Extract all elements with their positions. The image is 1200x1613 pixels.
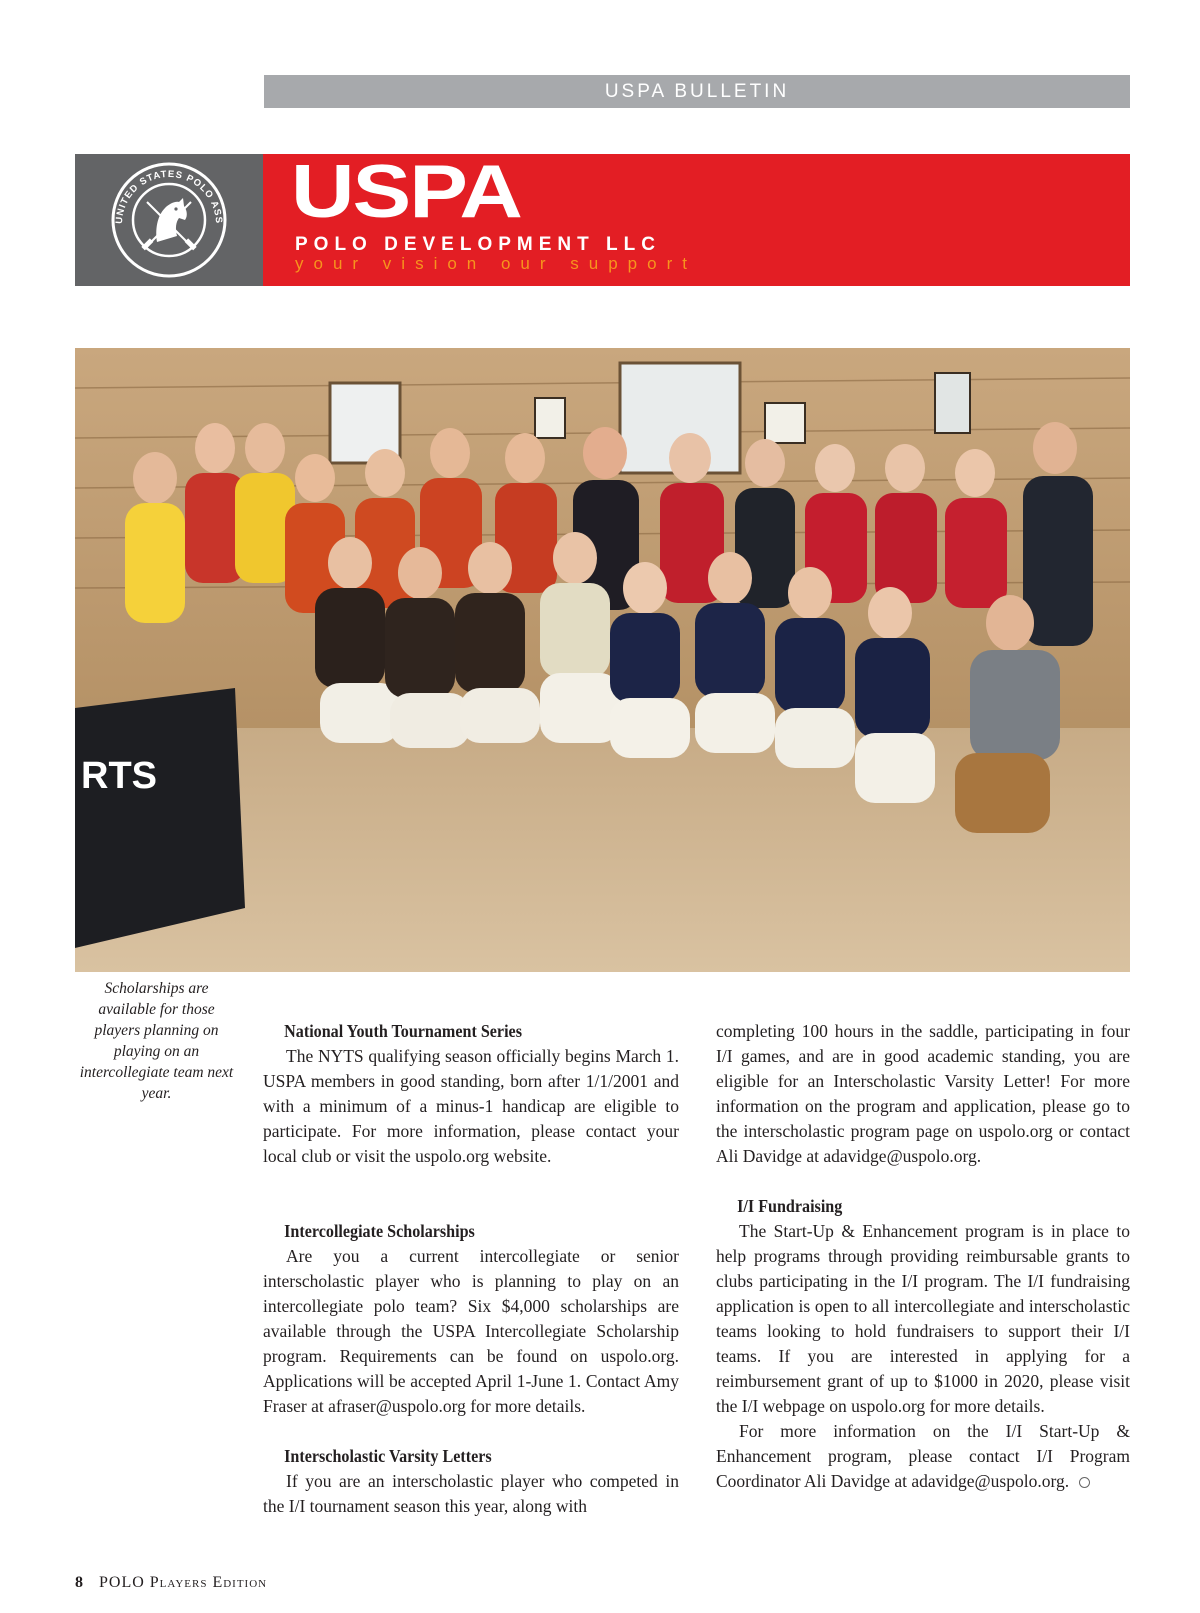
brand-subtitle: POLO DEVELOPMENT LLC <box>295 234 661 255</box>
section-header-bar <box>264 75 1130 108</box>
end-of-article-icon <box>1079 1477 1090 1488</box>
scholarships-heading: Intercollegiate Scholarships <box>284 1221 475 1241</box>
page-number: 8 <box>75 1574 84 1591</box>
article-column-left <box>263 1019 679 1519</box>
fundraising-heading: I/I Fundraising <box>737 1196 843 1216</box>
article-column-right <box>716 1019 1130 1494</box>
nyts-body: The NYTS qualifying season officially begins March 1. USPA members in good standing, born after 1/1/2001 and with a minimum of a minus-1 handicap are eligible to participate. For more information, please contact your local club or visit the uspolo.org website. <box>263 1046 679 1166</box>
seal-text: UNITED STATES POLO ASS <box>113 168 225 225</box>
page-footer <box>75 1574 267 1592</box>
publication-name: POLO Players Edition <box>99 1574 268 1591</box>
svg-text:RTS: RTS <box>81 755 157 797</box>
scholarships-body: Are you a current intercollegiate or senior interscholastic player who is planning to play on an intercollegiate polo team? Six $4,000 scholarships are available through the USPA Intercollegiate Scholarship program. Requirements can be found on uspolo.org. Applications will be accepted April 1-June 1. Contact Amy Fraser at afraser@uspolo.org for more details. <box>263 1246 679 1416</box>
varsity-letters-body-end: completing 100 hours in the saddle, participating in four I/I games, and are in good academic standing, you are eligible for an Interscholastic Varsity Letter! For more information on the program and application, please go to the interscholastic program page on uspolo.org or contact Ali Davidge at adavidge@uspolo.org. <box>716 1021 1130 1166</box>
brand-panel <box>263 148 1130 286</box>
brand-tagline: your vision our support <box>295 254 697 273</box>
team-photo <box>75 348 1130 972</box>
seal-panel <box>75 154 263 286</box>
varsity-letters-heading: Interscholastic Varsity Letters <box>284 1446 492 1466</box>
fundraising-body: The Start-Up & Enhancement program is in place to help programs through providing reimbursable grants to clubs participating in the I/I program. The I/I fundraising application is open to all intercollegiate and interscholastic teams looking to hold fundraisers to support their I/I teams. If you are interested in applying for a reimbursement grant of up to $1000 in 2020, please visit the I/I webpage on uspolo.org for more details. <box>716 1221 1130 1416</box>
brand-wordmark: USPA <box>291 148 521 234</box>
photo-caption: Scholarships are available for those players planning on playing on an intercollegiate team next year. <box>79 980 234 1102</box>
uspa-development-banner <box>75 148 1130 286</box>
uspa-seal-logo <box>75 154 263 286</box>
section-title: USPA BULLETIN <box>604 81 790 102</box>
varsity-letters-body-start: If you are an interscholastic player who competed in the I/I tournament season this year, along with <box>263 1471 679 1516</box>
nyts-heading: National Youth Tournament Series <box>284 1021 522 1041</box>
fundraising-contact: For more information on the I/I Start-Up & Enhancement program, please contact I/I Program Coordinator Ali Davidge at adavidge@uspolo.org. <box>716 1421 1130 1491</box>
